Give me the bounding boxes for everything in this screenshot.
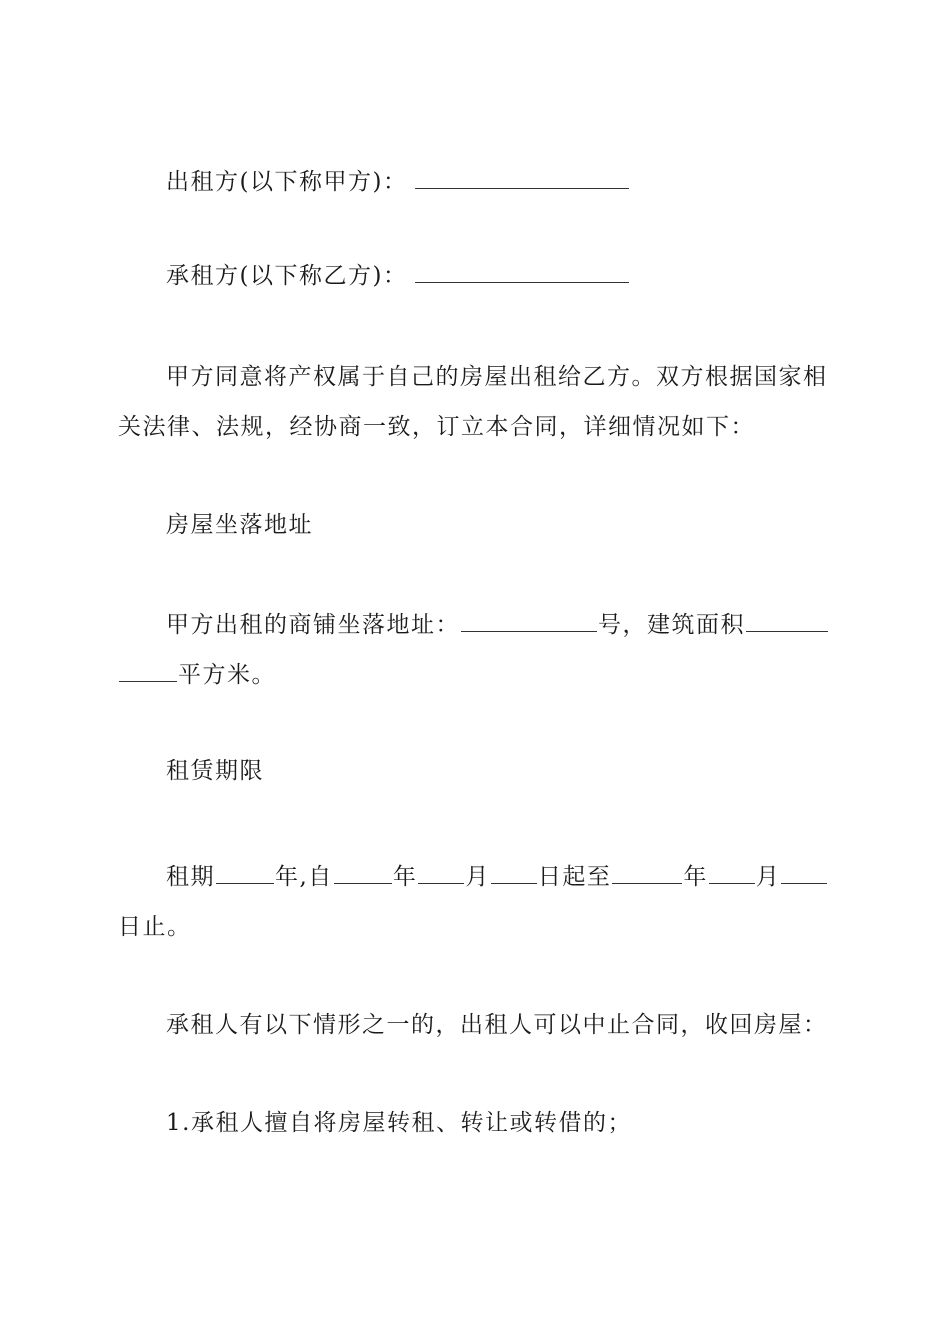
- lessee-label: 承租方(以下称乙方)：: [166, 263, 408, 289]
- end-year-label: 年: [683, 864, 708, 890]
- term-paragraph: [118, 852, 832, 952]
- end-month-label: 月: [755, 864, 781, 890]
- termination-item-1: 1.承租人擅自将房屋转租、转让或转借的；: [166, 1110, 632, 1136]
- lessee-name-blank[interactable]: [415, 254, 629, 283]
- start-day-blank[interactable]: [491, 855, 537, 884]
- address-paragraph: [118, 600, 832, 700]
- end-year-blank[interactable]: [612, 855, 682, 884]
- area-label: 号，建筑面积: [598, 612, 745, 638]
- area-unit: 平方米。: [178, 662, 276, 688]
- start-month-blank[interactable]: [418, 855, 464, 884]
- end-day-blank[interactable]: [781, 855, 827, 884]
- term-from-label: 年,自: [275, 864, 333, 890]
- address-label: 甲方出租的商铺坐落地址：: [166, 612, 460, 638]
- end-day-label: 日止。: [118, 914, 192, 940]
- term-years-blank[interactable]: [216, 855, 274, 884]
- term-label: 租期: [166, 864, 215, 890]
- start-day-label: 日起至: [537, 864, 612, 890]
- start-month-label: 月: [465, 864, 490, 890]
- start-year-label: 年: [392, 864, 418, 890]
- lessor-line: [118, 157, 832, 207]
- lessor-name-blank[interactable]: [415, 160, 629, 189]
- end-month-blank[interactable]: [709, 855, 755, 884]
- address-section-heading: 房屋坐落地址: [166, 512, 313, 538]
- lessee-line: [118, 251, 832, 301]
- address-number-blank[interactable]: [461, 603, 597, 632]
- area-blank-start[interactable]: [746, 603, 828, 632]
- term-section-heading: 租赁期限: [166, 758, 264, 784]
- termination-intro: 承租人有以下情形之一的，出租人可以中止合同，收回房屋：: [166, 1012, 828, 1038]
- area-blank-end[interactable]: [119, 653, 177, 682]
- start-year-blank[interactable]: [334, 855, 392, 884]
- intro-paragraph: 甲方同意将产权属于自己的房屋出租给乙方。双方根据国家相关法律、法规，经协商一致，订立本合同，详细情况如下：: [118, 364, 828, 440]
- lessor-label: 出租方(以下称甲方)：: [166, 169, 408, 195]
